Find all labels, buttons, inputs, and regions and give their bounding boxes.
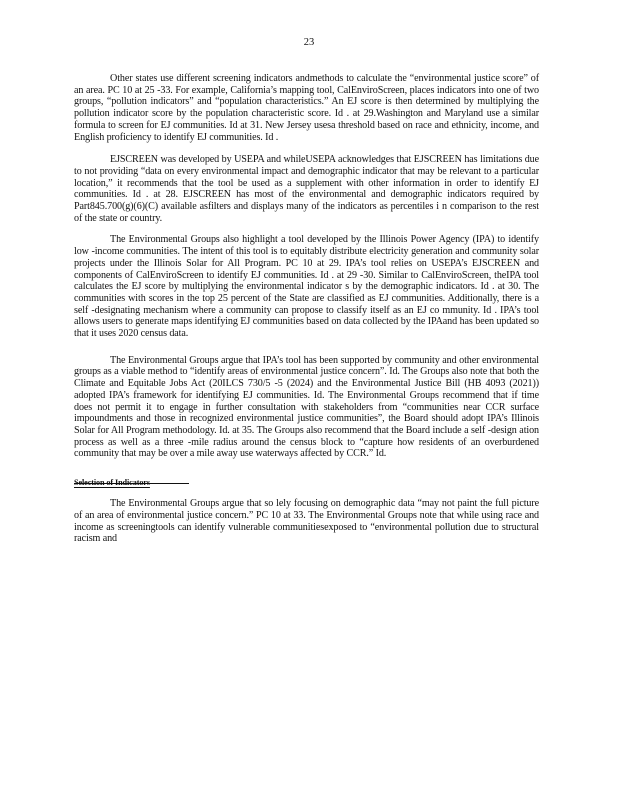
paragraph-environmental-groups-argue: The Environmental Groups argue that IPA’s tool has been supported by community and other environmental groups as a viable method to “identify areas of environmental justice concern”. Id. The Groups also note that both the Climate and Equitable Jobs Act (20ILCS 730/5 -5 (2024) and the Environmental Justice Bill (HB 4093 (2021)) adopted IPA’s framework for identifying EJ communities. Id. The Environmental Groups recommend that if time does not permit it to engage in further consultation with stakeholders from “communities near CCR surface impoundments and those in recognized environmental justice communities”, the Board should adopt IPA’s Illinois Solar for All Program methodology. Id. at 35. The Groups also recommend that the Board include a self -design ation process as well as a three -mile radius around the census block to “capture how residents of an overburdened community that may be over a mile away use waterways affected by CCR.” Id.: [74, 354, 539, 460]
section-heading: Selection of Indicators: [74, 478, 150, 488]
paragraph-ejscreen: EJSCREEN was developed by USEPA and whileUSEPA acknowledges that EJSCREEN has limitations due to not providing “data on every environmental impact and demographic indicator that may be relevant to a particular location,” it recommends that the tool be used as a supplement with other information in order to identify EJ communities. Id . at 28. EJSCREEN has most of the environmental and demographic indicators required by Part845.700(g)(6)(C) available asfilters and displays many of the indicators as percentiles i n comparison to the rest of the state or country.: [74, 154, 539, 224]
document-body: [74, 73, 539, 545]
paragraph-screening-indicators: Other states use different screening indicators andmethods to calculate the “environmental justice score” of an area. PC 10 at 25 -33. For example, California’s mapping tool, CalEnviroScreen, places indicators into one of two groups, “pollution indicators” and “population characteristics.” An EJ score is then determined by multiplying the pollution indicator score by the population characteristic score. Id . at 29.Washington and Maryland use a similar formula to screen for EJ communities. Id at 31. New Jersey usesa threshold based on race and ethnicity, income, and English proficiency to identify EJ communities. Id .: [74, 73, 539, 143]
section-heading-row: [74, 472, 539, 486]
paragraph-demographic-data: The Environmental Groups argue that so lely focusing on demographic data “may not paint the full picture of an area of environmental justice concern.” PC 10 at 33. The Environmental Groups note that while using race and income as screeningtools can identify vulnerable communitiesexposed to “environmental pollution due to structural racism and: [74, 498, 539, 545]
heading-underline: [74, 483, 189, 484]
paragraph-ipa-tool: The Environmental Groups also highlight a tool developed by the Illinois Power Agency (IPA) to identify low -income communities. The intent of this tool is to equitably distribute electricity generation and community solar projects under the Illinois Solar for All Program. PC 10 at 29. IPA’s tool relies on USEPA’s EJSCREEN and components of CalEnviroScreen to identify EJ communities. Id . at 29 -30. Similar to CalEnviroScreen, theIPA tool calculates the EJ score by multiplying the environmental indicator s by the demographic indicators. Id . at 30. The communities with scores in the top 25 percent of the State are classified as EJ communities. Additionally, there is a self -designating mechanism where a community can propose to classify itself as an EJ co mmunity. Id . IPA’s tool allows users to generate maps identifying EJ communities based on data collected by the IPAand has been updated so that it uses 2020 census data.: [74, 234, 539, 340]
page-number: 23: [303, 37, 315, 48]
